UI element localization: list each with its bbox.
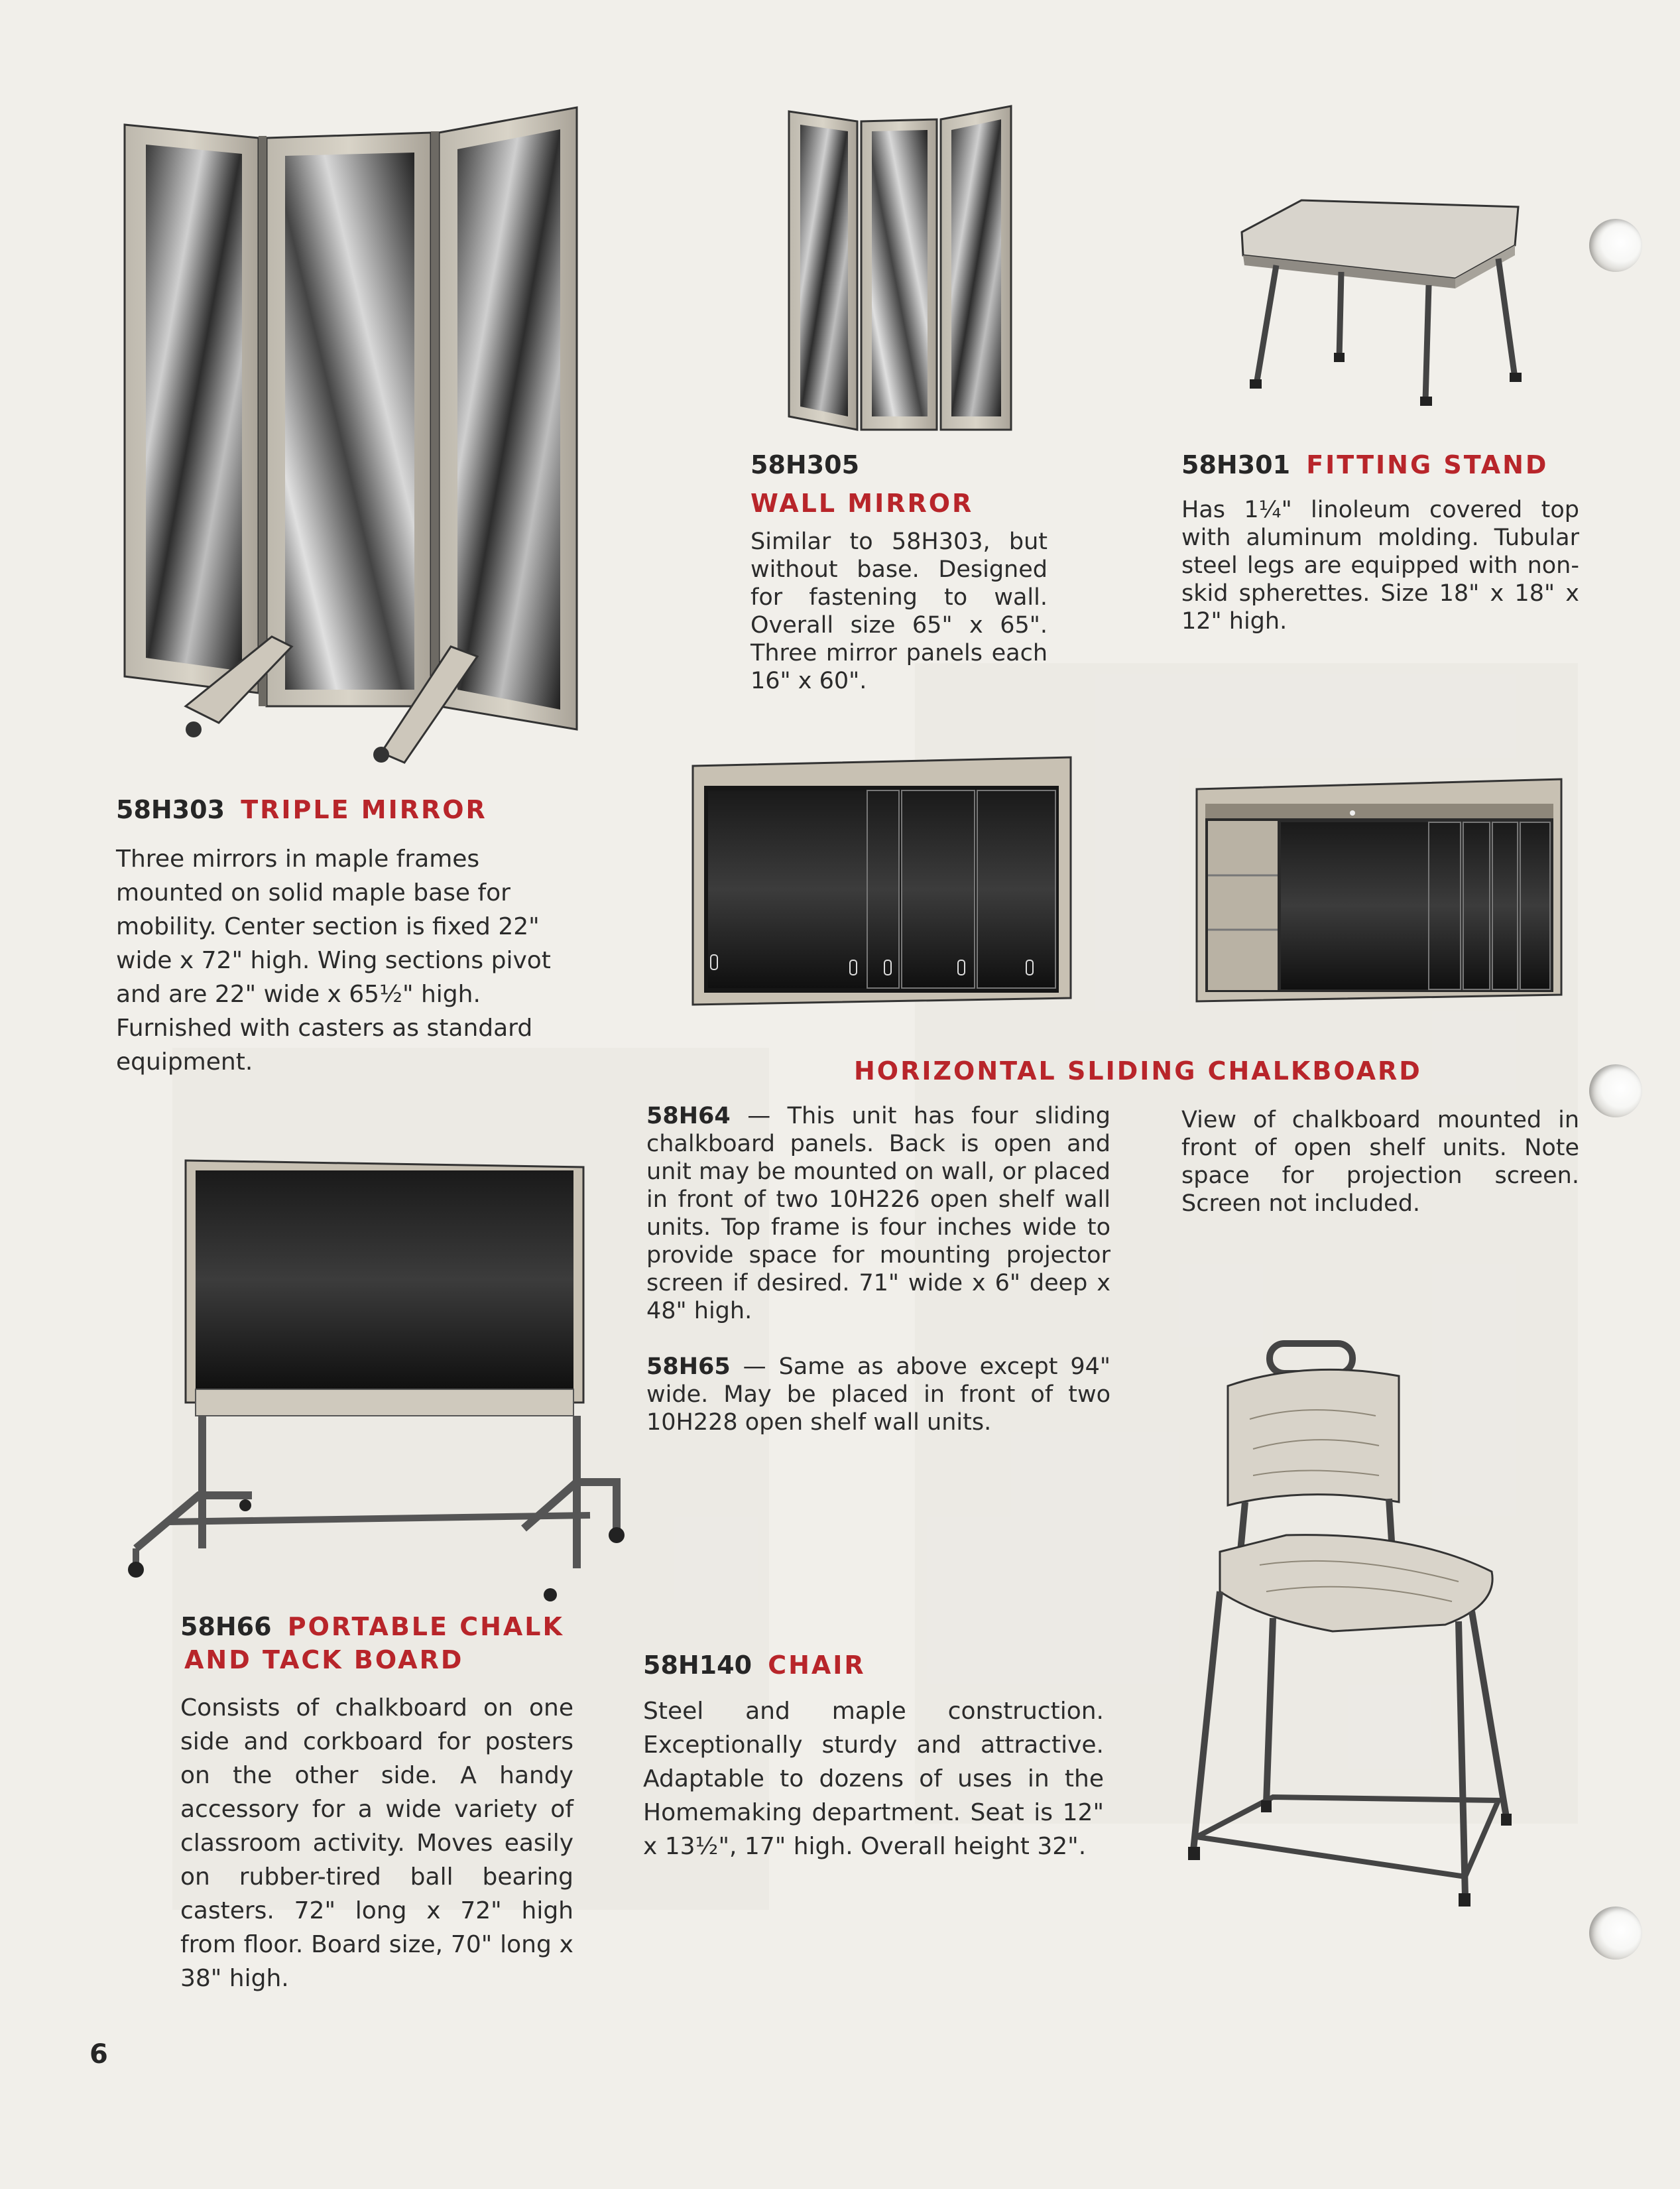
item-title-line1: PORTABLE CHALK xyxy=(287,1612,564,1641)
wall-mirror-title xyxy=(750,487,973,520)
item-code: 58H66 xyxy=(180,1612,272,1641)
chalkboard-view-caption: View of chalkboard mounted in front of open shelf units. Note space for projection screen. Screen not included. xyxy=(1181,1107,1579,1217)
triple-mirror-description: Three mirrors in maple frames mounted on solid maple base for mobility. Center section is fixed 22" wide x 72" high. Wing sections pivot and are 22" wide x 65½" high. Furnished with casters as standard equipment. xyxy=(116,845,551,1076)
wall-mirror-code xyxy=(750,448,859,481)
section-title: HORIZONTAL SLIDING CHALKBOARD xyxy=(854,1056,1422,1086)
variant-description: — This unit has four sliding chalkboard panels. Back is open and unit may be mounted on wall, or placed in front of two 10H226 open shelf wall units. Top frame is four inches wide to provide space for mounting projector screen if desired. 71" wide x 6" deep x 48" high. xyxy=(646,1103,1110,1324)
variant-description: — Same as above except 94" wide. May be placed in front of two 10H228 open shelf wall units. xyxy=(646,1353,1110,1436)
item-code: 58H305 xyxy=(750,450,860,479)
portable-chalkboard-illustration xyxy=(126,1157,630,1601)
wall-mirror-description: Similar to 58H303, but without base. Designed for fastening to wall. Overall size 65" x 65". Three mirror panels each 16" x 60". xyxy=(750,529,1048,694)
page-number: 6 xyxy=(90,2039,108,2070)
sliding-chalkboard-58h65 xyxy=(646,1353,1110,1436)
fitting-stand-heading xyxy=(1181,448,1548,481)
sliding-chalkboard-58h64 xyxy=(646,1102,1110,1325)
portable-board-heading-line2 xyxy=(184,1643,463,1676)
portable-board-heading xyxy=(180,1610,564,1643)
chair-description: Steel and maple construction. Exceptionally sturdy and attractive. Adaptable to dozens of uses in the Homemaking department. Seat is 12" x 13½", 17" high. Overall height 32". xyxy=(643,1698,1104,1860)
variant-text xyxy=(646,1102,1110,1325)
item-code: 58H140 xyxy=(643,1651,752,1680)
triple-mirror-illustration xyxy=(119,99,583,769)
triple-mirror-heading xyxy=(116,793,487,826)
binder-hole-middle xyxy=(1589,1064,1642,1117)
chair-illustration xyxy=(1180,1340,1525,1920)
item-title: WALL MIRROR xyxy=(750,489,974,518)
portable-board-description: Consists of chalkboard on one side and corkboard for posters on the other side. A handy accessory for a wide variety of classroom activity. Moves easily on rubber-tired ball bearing casters. 72" long x 72" high from floor. Board size, 70" long x 38" high. xyxy=(180,1694,573,1992)
sliding-chalkboard-illustration xyxy=(690,756,1074,1011)
fitting-stand-illustration xyxy=(1236,199,1531,418)
item-title: FITTING STAND xyxy=(1306,450,1549,479)
sliding-chalkboard-title xyxy=(854,1054,1422,1088)
item-code: 58H303 xyxy=(116,795,225,824)
binder-hole-top xyxy=(1589,219,1642,272)
wall-mirror-illustration xyxy=(786,105,1014,433)
chair-heading xyxy=(643,1649,866,1682)
variant-text xyxy=(646,1353,1110,1436)
binder-hole-bottom xyxy=(1589,1907,1642,1960)
variant-code: 58H65 xyxy=(646,1353,731,1380)
item-code: 58H301 xyxy=(1181,450,1291,479)
item-title-line2: AND TACK BOARD xyxy=(184,1645,464,1674)
item-title: CHAIR xyxy=(768,1651,866,1680)
fitting-stand-description: Has 1¼" linoleum covered top with aluminum molding. Tubular steel legs are equipped with non-skid spherettes. Size 18" x 18" x 12" high. xyxy=(1181,497,1579,635)
chalkboard-on-shelves-illustration xyxy=(1193,776,1565,1005)
item-title: TRIPLE MIRROR xyxy=(241,795,487,824)
variant-code: 58H64 xyxy=(646,1103,731,1129)
